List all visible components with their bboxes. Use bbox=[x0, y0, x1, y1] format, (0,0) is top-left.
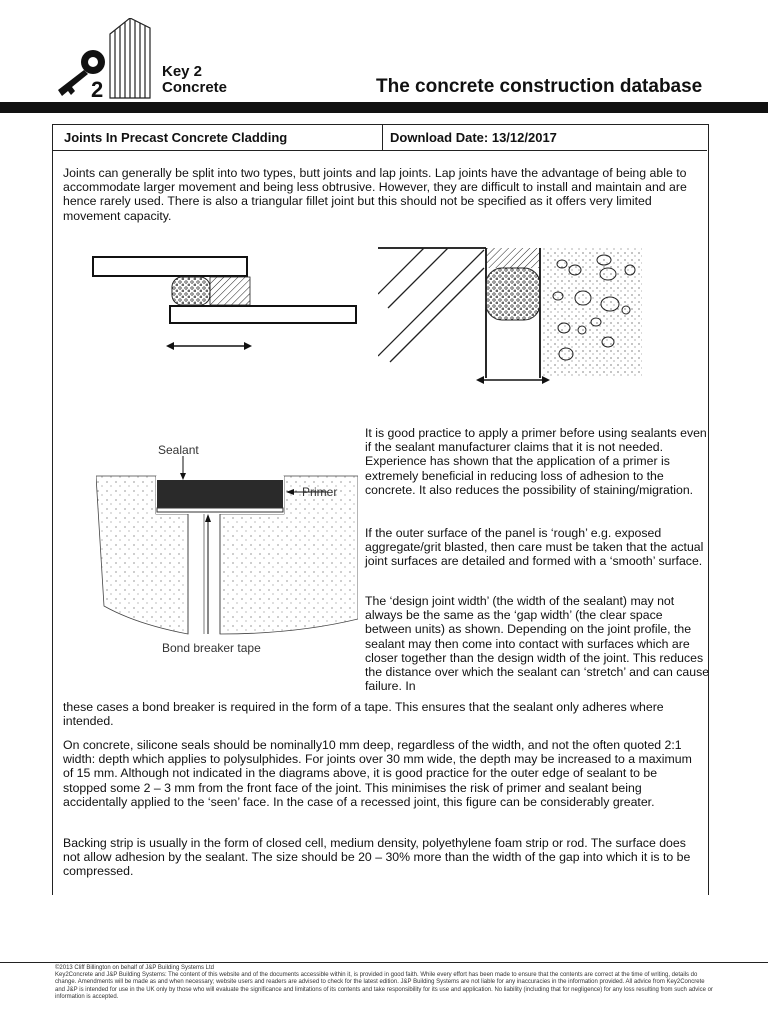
intro-paragraph: Joints can generally be split into two types, butt joints and lap joints. Lap joints have the advantage of being able to accommodate larger movement and being less obtrusive. However, they are difficult to install and maintain and are hence rarely used. There is also a triangular fillet joint but this should not be specified as it offers very limited movement capacity. bbox=[63, 166, 687, 223]
rough-surface-paragraph: If the outer surface of the panel is ‘rough’ e.g. exposed aggregate/grit blasted, then care must be taken that the actual joint surfaces are detailed and formed with a ‘smooth’ surface. bbox=[365, 526, 704, 569]
document-title: Joints In Precast Concrete Cladding bbox=[64, 130, 288, 145]
footer-rule bbox=[0, 962, 768, 963]
primer-paragraph: It is good practice to apply a primer before using sealants even if the sealant manufacturer claims that it is not needed. Experience has shown that the application of a primer is extremely beneficial in reducing loss of adhesion to the concrete. It also reduces the possibility of staining/migration. bbox=[365, 426, 707, 497]
sealant-label: Sealant bbox=[158, 443, 199, 457]
document-header bbox=[52, 124, 707, 151]
header-divider bbox=[382, 124, 383, 150]
primer-label: Primer bbox=[302, 485, 338, 499]
site-tagline: The concrete construction database bbox=[376, 76, 703, 97]
download-date: Download Date: 13/12/2017 bbox=[390, 130, 557, 145]
bond-breaker-tape bbox=[157, 508, 283, 512]
design-width-paragraph-cont: these cases a bond breaker is required in the form of a tape. This ensures that the sealant only adheres where intended. bbox=[63, 700, 664, 729]
disclaimer: Key2Concrete and J&P Building Systems: The content of this website and of the documents accessible within it, is provided in good faith. While every effort has been made to ensure that the contents are correct at the time of writing, details do change. Amendments will be made as and when necessary; website users and readers are advised to check for the latest edition. J&P Building Systems are not liable for any inaccuracies in the information provided. All advice from Key2Concrete and J&P is intended for use in the UK only by those who will evaluate the significance and limitations of its contents and take responsibility for its use and application. No liability (including that for negligence) for any loss resulting from such advice or information is accepted. bbox=[55, 972, 713, 1000]
building-icon bbox=[110, 18, 150, 98]
lap-joint-diagram bbox=[88, 250, 360, 360]
sealant-section-diagram bbox=[96, 434, 358, 662]
backing-strip-paragraph: Backing strip is usually in the form of closed cell, medium density, polyethylene foam strip or rod. The surface does not allow adhesion by the sealant. The size should be 20 – 30% more than the width of the gap into which it is to be compressed. bbox=[63, 836, 691, 879]
copyright-notice: ©2013 Cliff Billington on behalf of J&P Building Systems Ltd bbox=[55, 965, 214, 971]
logo-digit: 2 bbox=[91, 77, 104, 100]
brand-name bbox=[162, 64, 227, 96]
butt-joint-diagram bbox=[378, 244, 644, 392]
silicone-paragraph: On concrete, silicone seals should be nominally10 mm deep, regardless of the width, and not the often quoted 2:1 width: depth which applies to polysulphides. For joints over 30 mm wide, the depth may be increased to a maximum of 15 mm. Although not indicated in the diagrams above, it is good practice for the outer edge of sealant to be stopped some 2 – 3 mm from the front face of the joint. This minimises the risk of primer and sealant being accidentally applied to the ‘seen’ face. In the case of a recessed joint, this figure can be considerably greater. bbox=[63, 738, 692, 809]
bond-breaker-label: Bond breaker tape bbox=[162, 641, 261, 655]
design-width-paragraph: The ‘design joint width’ (the width of the sealant) may not always be the same as the ‘gap width’ (the clear space between units) as shown. Depending on the joint profile, the sealant may then come into contact with surfaces which are closer together than the design width of the joint. This reduces the distance over which the sealant can ‘stretch’ and can cause failure. In bbox=[365, 594, 710, 694]
header-bar bbox=[0, 102, 768, 113]
sealant-block bbox=[157, 480, 283, 508]
brand-line-1: Key 2 bbox=[162, 63, 203, 80]
brand-line-2: Concrete bbox=[162, 79, 228, 96]
